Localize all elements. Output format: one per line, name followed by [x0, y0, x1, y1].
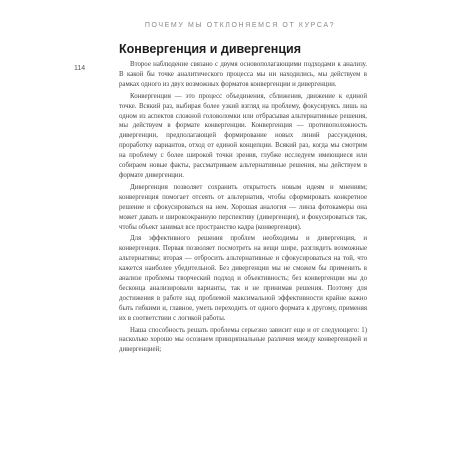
section-title: Конвергенция и дивергенция — [119, 42, 302, 56]
paragraph: Дивергенция позволяет сохранить открытость новым идеям и мнениям; конвергенция помогает отсеять от альтернатив, чтобы сформировать конкретное решение и сфокусироваться на нем. Хорошая аналогия — линза фотокамеры она может давать и широкоэкранную перспективу (дивергенция), и фокусироваться так, чтобы объект занимал все пространство кадра (конвергенция). — [119, 183, 367, 231]
paragraph: Конвергенция — это процесс объединения, сближения, движение к единой точке. Всякий раз, выбирая более узкий взгляд на проблему, фокусируясь лишь на одном из аспектов сложной головоломки или отбрасывая альтернативные решения, мы действуем в формате конвергенции. Конвергенция — противоположность дивергенции, предполагающей формирование новых линий рассуждения, проработку вариантов, отход от единой концепции. Всякий раз, когда мы смотрим на проблему с более широкой точки зрения, глубже исследуем имеющиеся или собираем новые факты, рассматриваем альтернативные решения, мы действуем в формате дивергенции. — [119, 92, 367, 179]
running-head: ПОЧЕМУ МЫ ОТКЛОНЯЕМСЯ ОТ КУРСА? — [144, 22, 336, 29]
paragraph: Для эффективного решения проблем необходимы и дивергенция, и конвергенция. Первая позволяет посмотреть на вещи шире, разглядеть возможные альтернативы; вторая — отбросить альтернативные и сфокусироваться на той, что кажется наиболее убедительной. Без дивергенции мы не сможем бы применить в анализе проблемы творческий подход и объективность; без конвергенции мы до бесконца анализировали варианты, так и не принимая решения. Поэтому для достижения в работе над проблемой максимальной эффективности крайне важно быть гибкими и, главное, уметь переходить от одного формата к другому, применяя их в соответствии с логикой работы. — [119, 235, 367, 322]
paragraph: Второе наблюдение связано с двумя основополагающими подходами к анализу. В какой бы точке аналитического процесса мы ни находились, мы действуем в рамках одного из двух возможных форматов конвергенции и дивергенции. — [119, 61, 367, 88]
paragraph: Наша способность решать проблемы серьезно зависит еще и от следующего: 1) насколько хорошо мы осознаем принципиальные различия между конвергенцией и дивергенцией; — [119, 326, 367, 354]
body-text — [119, 60, 367, 357]
page-number: 114 — [74, 65, 86, 72]
